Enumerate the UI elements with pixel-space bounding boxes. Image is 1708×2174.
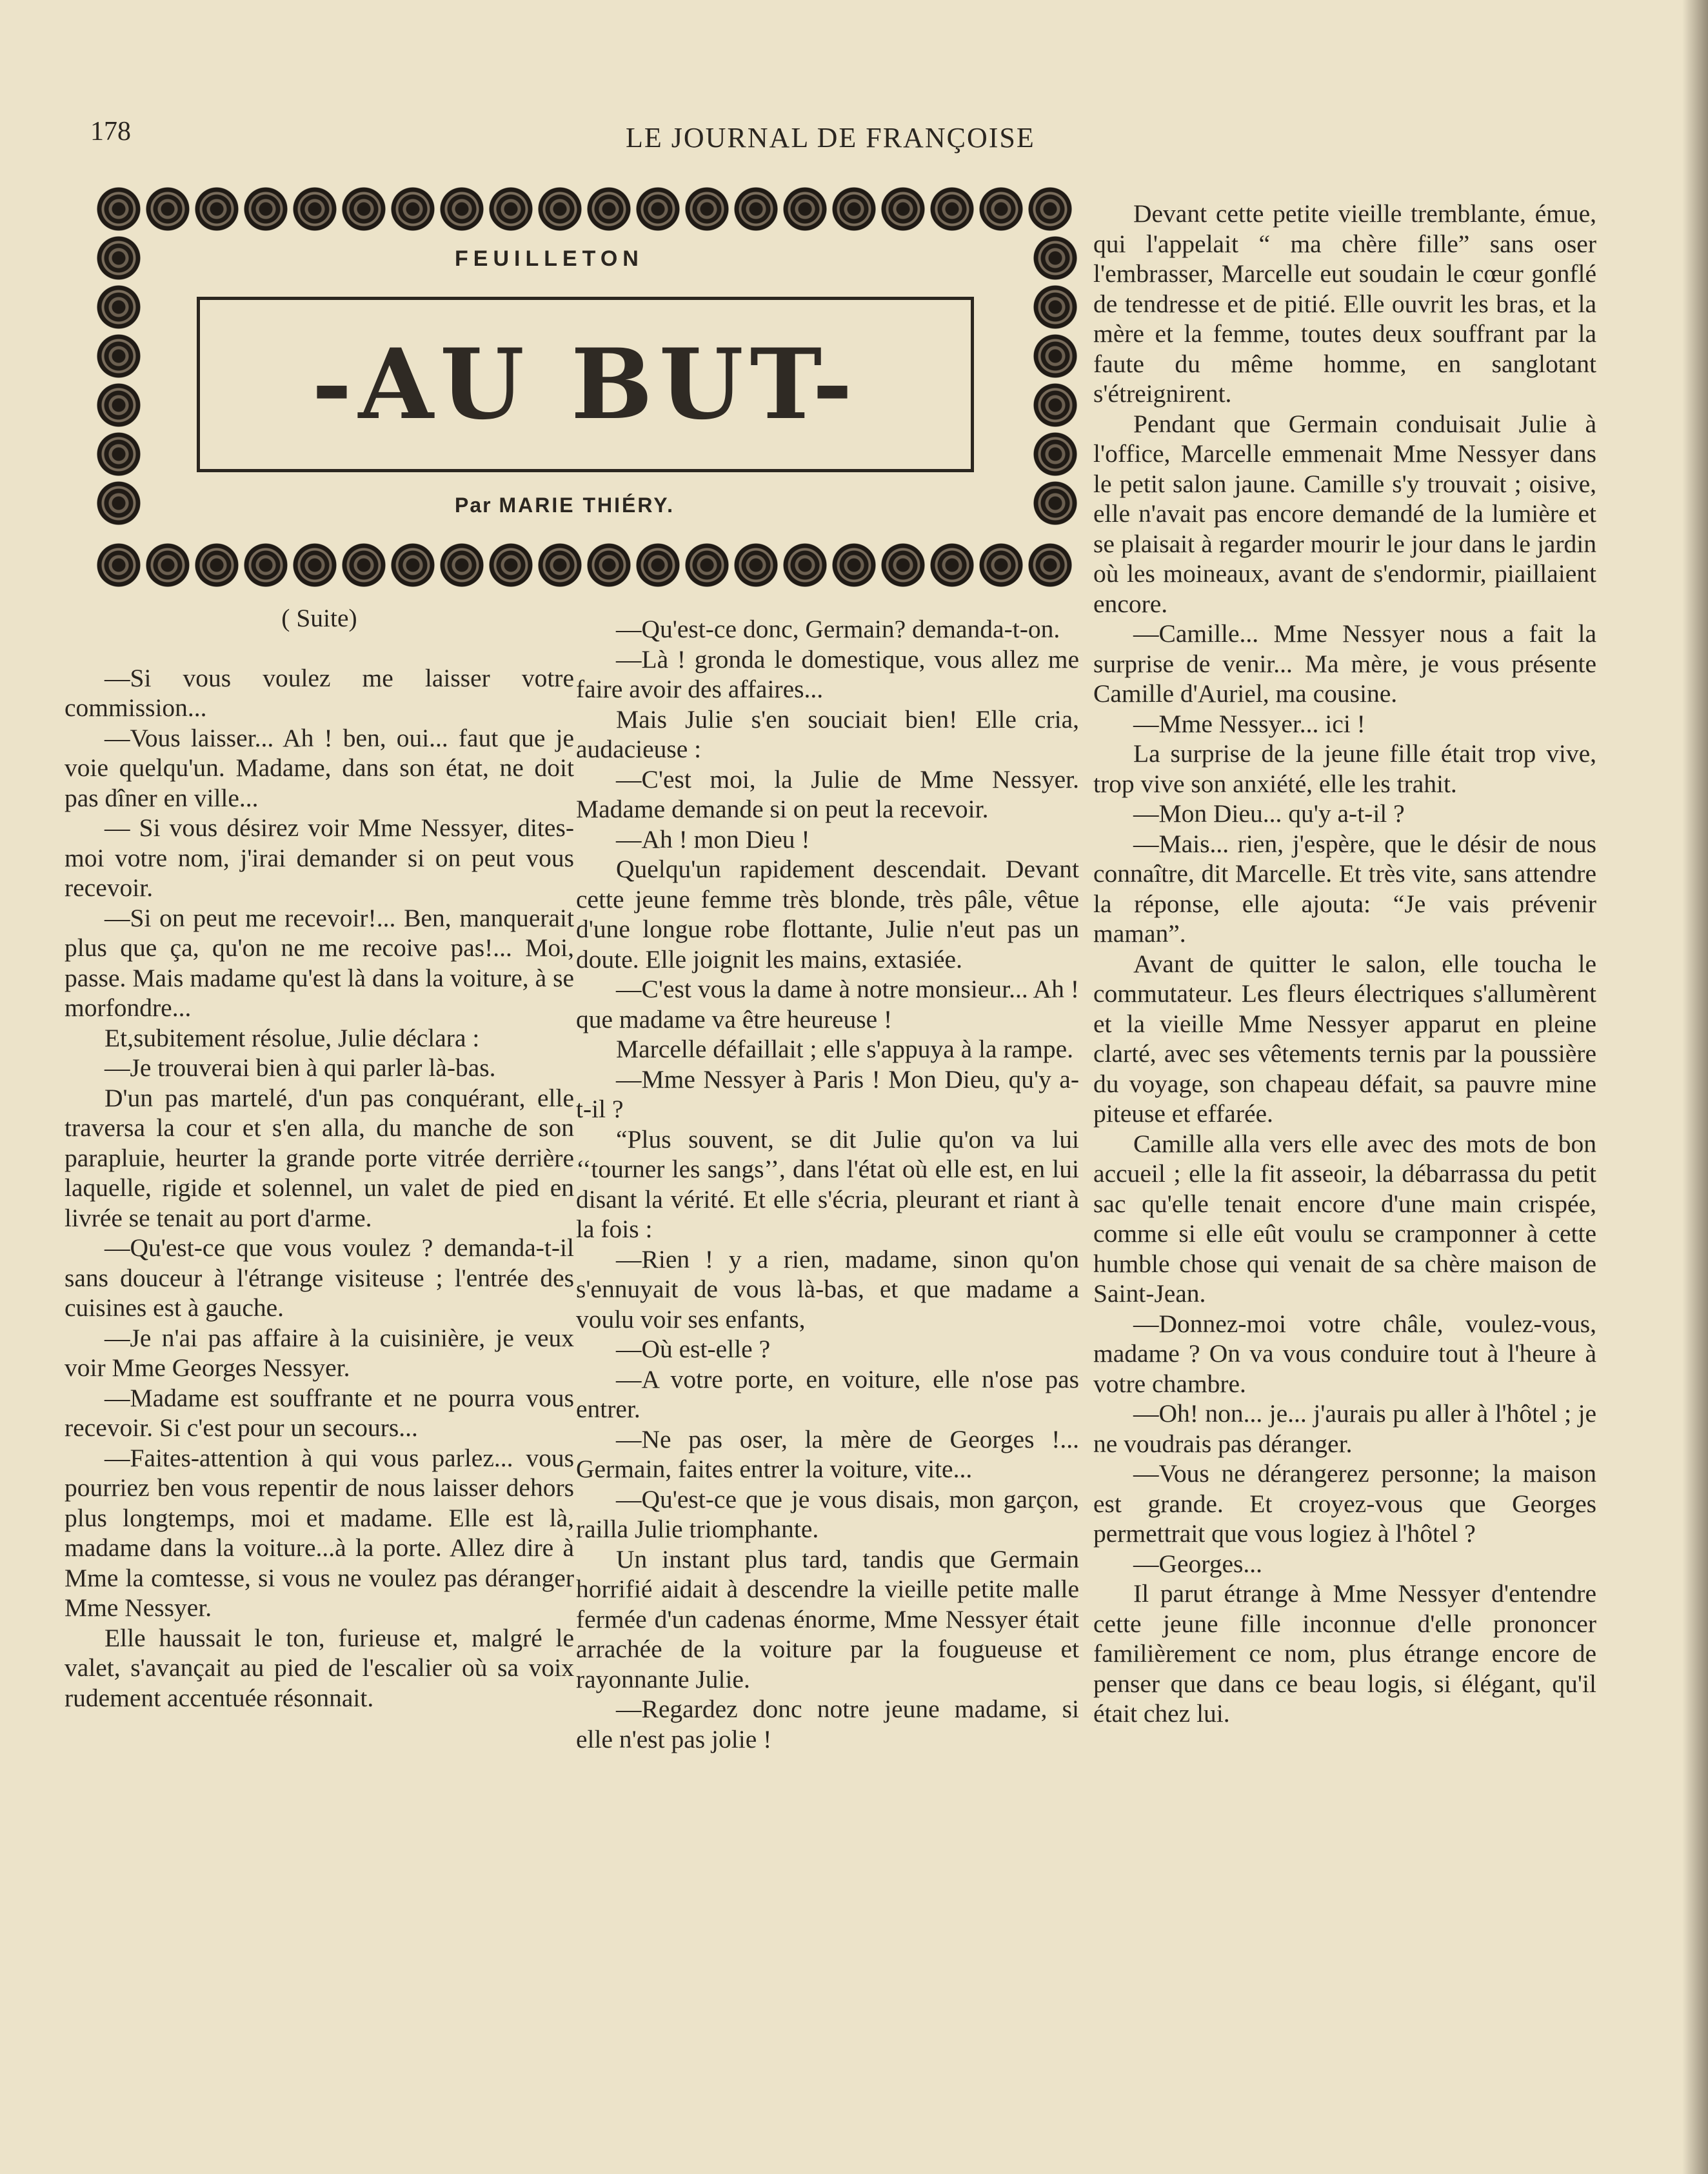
paragraph: Quelqu'un rapidement descendait. Devant cette jeune femme très blonde, très pâle, vêtue d'une longue robe flottante, Julie n'eut pas un doute. Elle joignit les mains, extasiée. [576, 855, 1079, 973]
rosette-ornament [440, 543, 484, 587]
rosette-ornament [979, 543, 1023, 587]
rosette-ornament [1033, 432, 1077, 476]
rosette-ornament [97, 334, 141, 378]
rosette-ornament [1033, 383, 1077, 427]
paragraph: —Vous laisser... Ah ! ben, oui... faut que je voie quelqu'un. Madame, dans son état, ne doit pas dîner en ville... [65, 723, 574, 812]
rosette-ornament [979, 187, 1023, 231]
rosette-ornament [636, 187, 680, 231]
rosette-ornament [1028, 187, 1072, 231]
paragraph: —Qu'est-ce que vous voulez ? demanda-t-il sans douceur à l'étrange visiteuse ; l'entrée des cuisines est à gauche. [65, 1233, 574, 1322]
rosette-ornament [342, 187, 386, 231]
paragraph: —Où est-elle ? [616, 1335, 771, 1363]
rosette-ornament [97, 285, 141, 329]
rosette-ornament [783, 543, 827, 587]
paragraph: —Je n'ai pas affaire à la cuisinière, je veux voir Mme Georges Nessyer. [65, 1323, 574, 1382]
rosette-ornament [832, 543, 876, 587]
paragraph: —A votre porte, en voiture, elle n'ose pas entrer. [576, 1364, 1079, 1423]
paragraph: —Mais... rien, j'espère, que le désir de nous connaître, dit Marcelle. Et très vite, sans attendre la réponse, elle ajouta: “Je vais prévenir maman”. [1093, 829, 1596, 948]
paragraph: —Qu'est-ce que je vous disais, mon garçon, railla Julie triomphante. [576, 1484, 1079, 1543]
rosette-ornament [489, 187, 533, 231]
rosette-ornament [293, 187, 337, 231]
paragraph: —Ah ! mon Dieu ! [616, 824, 810, 853]
paragraph: —Là ! gronda le domestique, vous allez me faire avoir des affaires... [576, 644, 1079, 703]
rosette-ornament [97, 187, 141, 231]
rosette-ornament [97, 543, 141, 587]
rosette-ornament [146, 187, 190, 231]
paragraph: —Camille... Mme Nessyer nous a fait la surprise de venir... Ma mère, je vous présente Camille d'Auriel, ma cousine. [1093, 619, 1596, 708]
paragraph: —Faites-attention à qui vous parlez... vous pourriez ben vous repentir de nous laisser dehors plus longtemps, moi et madame. Elle est là, madame dans la voiture...à la porte. Allez dire à Mme la comtesse, si vous ne voulez pas déranger Mme Nessyer. [65, 1443, 574, 1622]
paragraph: —Mon Dieu... qu'y a-t-il ? [1133, 799, 1405, 828]
rosette-ornament [538, 543, 582, 587]
paragraph: Devant cette petite vieille tremblante, émue, qui l'appelait “ ma chère fille” sans oser l'embrasser, Marcelle eut soudain le cœur gonflé de tendresse et de pitié. Elle ouvrit les bras, et la mère et la femme, toutes deux souffrant par la faute du même homme, en sanglotant s'étreignirent. [1093, 199, 1596, 408]
paragraph: Marcelle défaillait ; elle s'appuya à la rampe. [616, 1035, 1073, 1063]
rosette-ornament [734, 543, 778, 587]
paragraph: —Regardez donc notre jeune madame, si elle n'est pas jolie ! [576, 1695, 1079, 1753]
rosette-ornament [832, 187, 876, 231]
paragraph: —Je trouverai bien à qui parler là-bas. [104, 1053, 496, 1082]
rosette-ornament [1028, 543, 1072, 587]
rosette-ornament [1033, 334, 1077, 378]
byline-prefix: Par [455, 494, 492, 517]
rosette-ornament [342, 543, 386, 587]
text-column-1 [65, 603, 574, 1713]
paragraph: —C'est moi, la Julie de Mme Nessyer. Madame demande si on peut la recevoir. [576, 764, 1079, 823]
paragraph: Pendant que Germain conduisait Julie à l'office, Marcelle emmenait Mme Nessyer dans le petit salon jaune. Camille s'y trouvait ; oisive, elle n'avait pas encore demandé de la lumière et se plaisait à regarder mourir le jour dans le jardin où les moineaux, avant de s'endormir, piaillaient encore. [1093, 409, 1596, 618]
paragraph: —C'est vous la dame à notre monsieur... Ah ! que madame va être heureuse ! [576, 975, 1079, 1033]
rosette-ornament [636, 543, 680, 587]
paragraph: Et,subitement résolue, Julie déclara : [104, 1023, 480, 1052]
rosette-ornament [391, 543, 435, 587]
continuation-note: ( Suite) [281, 604, 357, 632]
feuilleton-label: FEUILLETON [455, 246, 644, 271]
paragraph: Il parut étrange à Mme Nessyer d'entendre cette jeune fille inconnue d'elle prononcer familièrement ce nom, plus étrange encore de penser que dans ce beau logis, si élégant, qu'il était chez lui. [1093, 1579, 1596, 1728]
paragraph: —Donnez-moi votre châle, voulez-vous, madame ? On va vous conduire tout à l'heure à votre chambre. [1093, 1309, 1596, 1398]
paragraph: —Georges... [1133, 1549, 1263, 1578]
rosette-ornament [1033, 481, 1077, 525]
rosette-ornament [97, 481, 141, 525]
paragraph: Mais Julie s'en souciait bien! Elle cria, audacieuse : [576, 704, 1079, 763]
paragraph: —Ne pas oser, la mère de Georges !... Germain, faites entrer la voiture, vite... [576, 1424, 1079, 1483]
rosette-ornament [881, 543, 925, 587]
story-title: -AU BUT- [312, 328, 859, 441]
paragraph: —Mme Nessyer... ici ! [1133, 709, 1365, 738]
paragraph: —Madame est souffrante et ne pourra vous recevoir. Si c'est pour un secours... [65, 1383, 574, 1442]
paragraph: Elle haussait le ton, furieuse et, malgré le valet, s'avançait au pied de l'escalier où sa voix rudement accentuée résonnait. [65, 1623, 574, 1712]
rosette-ornament [195, 187, 239, 231]
rosette-ornament [930, 543, 974, 587]
rosette-ornament [97, 236, 141, 280]
byline [455, 494, 675, 517]
rosette-ornament [587, 187, 631, 231]
paragraph: La surprise de la jeune fille était trop vive, trop vive son anxiété, elle les trahit. [1093, 739, 1596, 798]
rosette-ornament [195, 543, 239, 587]
paragraph: —Rien ! y a rien, madame, sinon qu'on s'ennuyait de vous là-bas, et que madame a voulu voir ses enfants, [576, 1244, 1079, 1333]
author-name: MARIE THIÉRY. [499, 494, 675, 517]
text-column-3 [1093, 199, 1596, 1729]
rosette-ornament [244, 187, 288, 231]
paragraph: —Oh! non... je... j'aurais pu aller à l'hôtel ; je ne voudrais pas déranger. [1093, 1399, 1596, 1458]
paragraph: —Si vous voulez me laisser votre commission... [65, 663, 574, 722]
rosette-ornament [146, 543, 190, 587]
paragraph: —Si on peut me recevoir!... Ben, manquerait plus que ça, qu'on ne me recoive pas!... Moi, passe. Mais madame qu'est là dans la voiture, à se morfondre... [65, 903, 574, 1022]
rosette-ornament [440, 187, 484, 231]
page-edge-shadow [1682, 0, 1708, 2174]
rosette-ornament [244, 543, 288, 587]
paragraph: Camille alla vers elle avec des mots de bon accueil ; elle la fit asseoir, la débarrassa du petit sac qu'elle tenait encore d'une main crispée, comme si elle eût voulu se cramponner à cette humble chose qui venait de sa chère maison de Saint-Jean. [1093, 1129, 1596, 1308]
rosette-ornament [97, 383, 141, 427]
rosette-ornament [685, 187, 729, 231]
paragraph: Un instant plus tard, tandis que Germain horrifié aidait à descendre la vieille petite malle fermée d'un cadenas énorme, Mme Nessyer était arrachée de la voiture par la fougueuse et rayonnante Julie. [576, 1544, 1079, 1693]
rosette-ornament [293, 543, 337, 587]
page-number: 178 [90, 117, 131, 146]
paragraph: —Mme Nessyer à Paris ! Mon Dieu, qu'y a-t-il ? [576, 1064, 1079, 1123]
rosette-ornament [685, 543, 729, 587]
rosette-ornament [391, 187, 435, 231]
rosette-ornament [538, 187, 582, 231]
paragraph: Avant de quitter le salon, elle toucha le commutateur. Les fleurs électriques s'allumèrent et la vieille Mme Nessyer apparut en pleine clarté, avec ses vêtements ternis par la poussière du voyage, son chapeau défait, sa pauvre mine piteuse et effarée. [1093, 949, 1596, 1128]
paragraph: —Qu'est-ce donc, Germain? demanda-t-on. [616, 615, 1060, 643]
text-column-2 [576, 614, 1079, 1754]
rosette-ornament [930, 187, 974, 231]
rosette-ornament [587, 543, 631, 587]
title-frame [197, 297, 974, 472]
paragraph: D'un pas martelé, d'un pas conquérant, elle traversa la cour et s'en alla, du manche de son parapluie, heurter la grande porte vitrée derrière laquelle, rigide et solennel, un valet de pied en livrée se tenait au port d'arme. [65, 1083, 574, 1232]
rosette-ornament [1033, 285, 1077, 329]
rosette-ornament [881, 187, 925, 231]
paragraph: —Vous ne dérangerez personne; la maison est grande. Et croyez-vous que Georges permettrait que vous logiez à l'hôtel ? [1093, 1459, 1596, 1548]
paragraph: — Si vous désirez voir Mme Nessyer, dites-moi votre nom, j'irai demander si on peut vous recevoir. [65, 813, 574, 902]
rosette-ornament [1033, 236, 1077, 280]
rosette-ornament [97, 432, 141, 476]
running-head: LE JOURNAL DE FRANÇOISE [626, 122, 1035, 154]
rosette-ornament [734, 187, 778, 231]
rosette-ornament [489, 543, 533, 587]
title-block [97, 187, 1077, 587]
paragraph: “Plus souvent, se dit Julie qu'on va lui ‘‘tourner les sangs’’, dans l'état où elle est, en lui disant la vérité. Et elle s'écria, pleurant et riant à la fois : [576, 1124, 1079, 1243]
rosette-ornament [783, 187, 827, 231]
